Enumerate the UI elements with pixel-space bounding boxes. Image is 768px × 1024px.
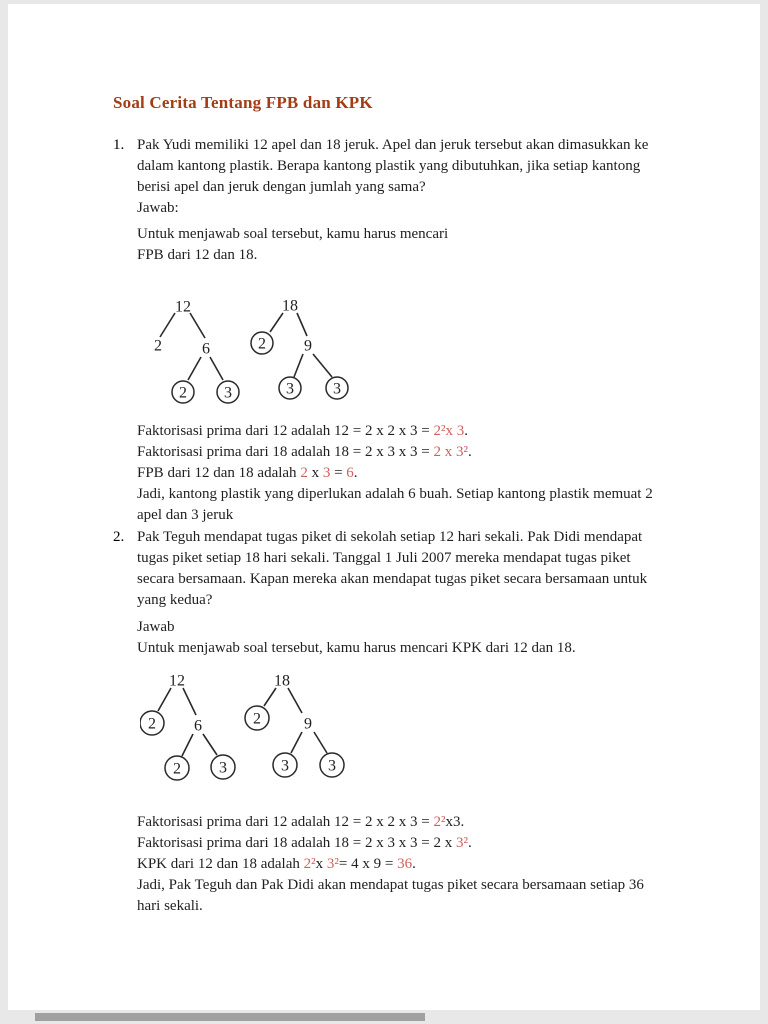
text-line: Untuk menjawab soal tersebut, kamu harus mencari xyxy=(137,226,449,242)
tree-node-value: 3 xyxy=(224,384,232,402)
item1-answer-intro xyxy=(137,224,448,266)
tree-branch xyxy=(297,313,307,336)
tree-branch xyxy=(294,354,303,377)
tree-node-value: 12 xyxy=(169,672,185,690)
tree-branch xyxy=(188,357,201,380)
text-line: KPK dari 12 dan 18 adalah 2²x 3²= 4 x 9 = 36. xyxy=(137,856,416,872)
text-line: Jadi, Pak Teguh dan Pak Didi akan mendapat tugas piket secara bersamaan setiap 36 xyxy=(137,877,644,893)
page-title: Soal Cerita Tentang FPB dan KPK xyxy=(113,93,373,112)
text-line: Pak Yudi memiliki 12 apel dan 18 jeruk. Apel dan jeruk tersebut akan dimasukkan ke xyxy=(137,137,649,153)
tree-branch xyxy=(264,688,276,706)
tree-branch xyxy=(158,688,171,711)
tree-node-value: 12 xyxy=(175,298,191,316)
item1-number: 1. xyxy=(113,137,125,153)
tree-node-value: 3 xyxy=(328,757,336,775)
text-line: Faktorisasi prima dari 12 adalah 12 = 2 x 2 x 3 = 2²x 3. xyxy=(137,423,468,439)
tree-branch xyxy=(288,688,302,713)
tree-branch xyxy=(183,688,196,715)
tree-node-value: 9 xyxy=(304,715,312,733)
tree-node-value: 2 xyxy=(258,335,266,353)
text-line: Jadi, kantong plastik yang diperlukan adalah 6 buah. Setiap kantong plastik memuat 2 xyxy=(137,486,653,502)
text-line: apel dan 3 jeruk xyxy=(137,507,234,523)
tree-branch xyxy=(210,357,223,380)
text-line: Untuk menjawab soal tersebut, kamu harus mencari KPK dari 12 dan 18. xyxy=(137,640,576,656)
tree-branch xyxy=(314,732,327,753)
tree-node-value: 2 xyxy=(173,760,181,778)
text-line: hari sekali. xyxy=(137,898,203,914)
text-line: tugas piket setiap 18 hari sekali. Tanggal 1 Juli 2007 mereka mendapat tugas piket xyxy=(137,550,631,566)
text-line: Faktorisasi prima dari 18 adalah 18 = 2 x 3 x 3 = 2 x 3². xyxy=(137,444,472,460)
item2-question xyxy=(137,527,647,611)
text-line: FPB dari 12 dan 18 adalah 2 x 3 = 6. xyxy=(137,465,358,481)
text-line: Pak Teguh mendapat tugas piket di sekolah setiap 12 hari sekali. Pak Didi mendapat xyxy=(137,529,643,545)
text-line: FPB dari 12 dan 18. xyxy=(137,247,258,263)
tree-branch xyxy=(190,313,205,338)
tree-node-value: 3 xyxy=(281,757,289,775)
text-line: secara bersamaan. Kapan mereka akan mendapat tugas piket secara bersamaan untuk xyxy=(137,571,648,587)
tree-node-value: 2 xyxy=(179,384,187,402)
tree-node-value: 3 xyxy=(333,380,341,398)
tree-node-value: 6 xyxy=(194,717,202,735)
tree-branch xyxy=(160,313,175,337)
tree-branch xyxy=(203,734,217,755)
item1-solution xyxy=(137,421,653,526)
item2-number: 2. xyxy=(113,529,125,545)
tree-node-value: 3 xyxy=(219,759,227,777)
item2-answer-intro xyxy=(137,617,576,659)
tree-node-value: 18 xyxy=(282,297,298,315)
factor-tree-diagram-1 xyxy=(148,288,368,410)
document-page xyxy=(8,4,760,1010)
text-line: Jawab: xyxy=(137,200,179,216)
tree-node-value: 3 xyxy=(286,380,294,398)
factor-tree-diagram-2 xyxy=(140,670,365,798)
tree-branch xyxy=(291,732,302,753)
tree-node-value: 6 xyxy=(202,340,210,358)
tree-node-value: 2 xyxy=(253,710,261,728)
text-line: dalam kantong plastik. Berapa kantong plastik yang dibutuhkan, jika setiap kantong xyxy=(137,158,641,174)
item1-question xyxy=(137,135,648,219)
text-line: Faktorisasi prima dari 18 adalah 18 = 2 x 3 x 3 = 2 x 3². xyxy=(137,835,472,851)
text-line: Faktorisasi prima dari 12 adalah 12 = 2 x 2 x 3 = 2²x3. xyxy=(137,814,465,830)
tree-branch xyxy=(270,313,283,332)
tree-node-value: 18 xyxy=(274,672,290,690)
next-page-edge xyxy=(35,1013,425,1021)
tree-node-value: 9 xyxy=(304,337,312,355)
tree-node-value: 2 xyxy=(148,715,156,733)
text-line: yang kedua? xyxy=(137,592,213,608)
tree-node-value: 2 xyxy=(154,337,162,355)
tree-branch xyxy=(182,734,193,756)
text-line: berisi apel dan jeruk dengan jumlah yang sama? xyxy=(137,179,426,195)
text-line: Jawab xyxy=(137,619,175,635)
item2-solution xyxy=(137,812,644,917)
tree-branch xyxy=(313,354,332,377)
